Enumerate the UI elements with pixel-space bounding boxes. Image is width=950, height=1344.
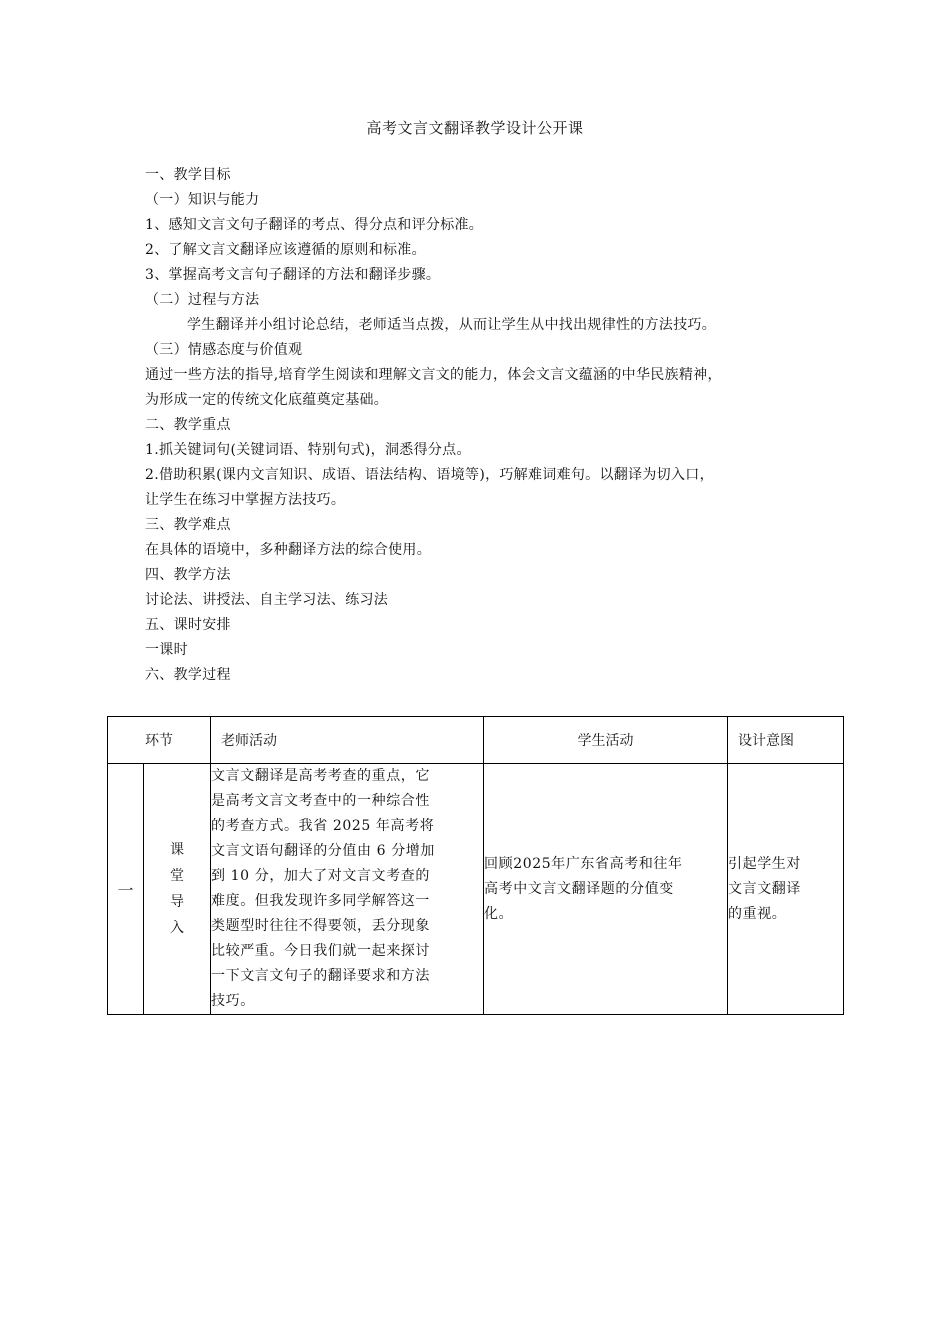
subheading-process: （二）过程与方法 xyxy=(145,292,260,308)
attitude-paragraph-line-2: 为形成一定的传统文化底蕴奠定基础。 xyxy=(145,392,389,408)
teacher-line: 到 10 分，加大了对文言文考查的 xyxy=(211,868,430,884)
table-header-row xyxy=(108,717,844,764)
teacher-line: 难度。但我发现许多同学解答这一 xyxy=(211,893,430,909)
header-design-intent: 设计意图 xyxy=(728,717,844,764)
teacher-activity-cell xyxy=(211,764,484,1015)
heading-objectives: 一、教学目标 xyxy=(145,167,231,183)
subheading-knowledge: （一）知识与能力 xyxy=(145,192,260,208)
objective-item-3: 3、掌握高考文言句子翻译的方法和翻译步骤。 xyxy=(145,267,441,283)
student-line: 化。 xyxy=(484,905,514,922)
heading-schedule: 五、课时安排 xyxy=(145,617,231,633)
attitude-paragraph-line-1: 通过一些方法的指导,培育学生阅读和理解文言文的能力，体会文言文蕴涵的中华民族精神， xyxy=(145,367,722,383)
intent-line: 引起学生对 xyxy=(728,855,801,872)
table-row xyxy=(108,764,844,1015)
key-point-2-line-2: 让学生在练习中掌握方法技巧。 xyxy=(145,492,346,508)
student-line: 高考中文言文翻译题的分值变 xyxy=(484,880,674,897)
teacher-line: 一下文言文句子的翻译要求和方法 xyxy=(211,968,430,984)
stage-char: 导 xyxy=(170,894,184,910)
heading-methods: 四、教学方法 xyxy=(145,567,231,583)
stage-char: 课 xyxy=(170,842,184,858)
subheading-attitude: （三）情感态度与价值观 xyxy=(145,342,303,358)
key-point-1: 1.抓关键词句(关键词语、特别句式)，洞悉得分点。 xyxy=(145,442,471,458)
teacher-line: 技巧。 xyxy=(211,993,255,1009)
teacher-line: 文言文语句翻译的分值由 6 分增加 xyxy=(211,843,436,859)
methods-text: 讨论法、讲授法、自主学习法、练习法 xyxy=(145,592,389,608)
teacher-line: 比较严重。今日我们就一起来探讨 xyxy=(211,943,430,959)
student-activity-cell xyxy=(484,764,728,1015)
schedule-text: 一课时 xyxy=(145,642,188,658)
key-point-2-line-1: 2.借助积累(课内文言知识、成语、语法结构、语境等)，巧解难词难句。以翻译为切入口， xyxy=(145,467,714,483)
process-paragraph: 学生翻译并小组讨论总结，老师适当点拨，从而让学生从中找出规律性的方法技巧。 xyxy=(187,317,717,333)
header-student-activity: 学生活动 xyxy=(484,717,728,764)
stage-char: 入 xyxy=(170,920,184,936)
teacher-line: 类题型时往往不得要领，丢分现象 xyxy=(211,918,430,934)
document-body xyxy=(145,163,825,688)
teacher-line: 是高考文言文考查中的一种综合性 xyxy=(211,793,430,809)
document-title: 高考文言文翻译教学设计公开课 xyxy=(366,119,584,137)
procedure-table xyxy=(107,716,844,1015)
difficulty-text: 在具体的语境中，多种翻译方法的综合使用。 xyxy=(145,542,431,558)
objective-item-1: 1、感知文言文句子翻译的考点、得分点和评分标准。 xyxy=(145,217,484,233)
objective-item-2: 2、了解文言文翻译应该遵循的原则和标准。 xyxy=(145,242,426,258)
intent-line: 的重视。 xyxy=(728,905,787,922)
heading-key-points: 二、教学重点 xyxy=(145,417,231,433)
teacher-line: 的考查方式。我省 2025 年高考将 xyxy=(211,818,435,834)
teacher-line: 文言文翻译是高考考查的重点，它 xyxy=(211,768,430,784)
intent-line: 文言文翻译 xyxy=(728,880,801,897)
header-teacher-activity: 老师活动 xyxy=(211,717,484,764)
stage-name xyxy=(144,764,211,1015)
header-section: 环节 xyxy=(108,717,211,764)
heading-procedure: 六、教学过程 xyxy=(145,667,231,683)
heading-difficulty: 三、教学难点 xyxy=(145,517,231,533)
stage-char: 堂 xyxy=(170,868,184,884)
design-intent-cell xyxy=(728,764,844,1015)
student-line: 回顾2025年广东省高考和往年 xyxy=(484,855,683,872)
section-number: 一 xyxy=(108,764,144,1015)
